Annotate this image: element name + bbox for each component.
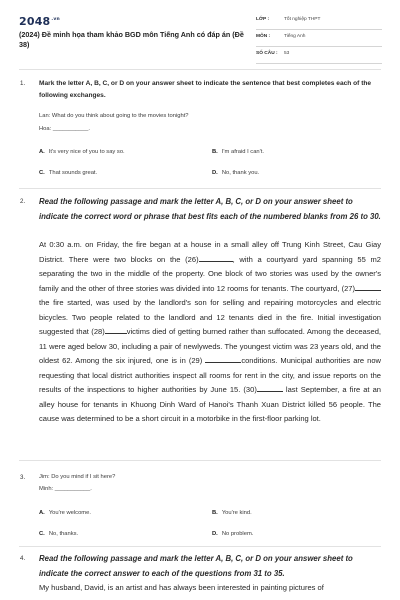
question-number: 4. (20, 555, 26, 562)
page-header (0, 0, 400, 64)
logo-main: 2048 (19, 15, 51, 28)
dialogue-line: Jim: Do you mind if I sit here? (39, 474, 116, 480)
option-text: I'm afraid I can't. (221, 149, 264, 155)
option-d[interactable] (212, 531, 253, 537)
divider (19, 69, 381, 70)
question-number: 1. (20, 80, 26, 87)
option-c[interactable] (39, 170, 97, 176)
option-text: No problem. (221, 531, 254, 537)
reading-passage (39, 238, 381, 427)
blank-27 (355, 283, 381, 291)
option-b[interactable] (212, 149, 264, 155)
option-letter: B. (212, 510, 218, 516)
question-instruction: Mark the letter A, B, C, or D on your answer sheet to indicate the sentence that best completes each of the following exchanges. (39, 80, 372, 99)
option-letter: B. (212, 149, 218, 155)
dialogue-line: Lan: What do you think about going to the movies tonight? (39, 113, 189, 119)
option-text: That sounds great. (48, 170, 98, 176)
meta-label: LỚP : (256, 17, 270, 22)
option-letter: A. (39, 510, 45, 516)
question-instruction: Read the following passage and mark the letter A, B, C, or D on your answer sheet to indicate the correct word or phrase that best fits each of the numbered blanks from 26 to 30. (39, 197, 381, 221)
divider (19, 546, 381, 547)
option-b[interactable] (212, 510, 252, 516)
option-letter: A. (39, 149, 45, 155)
option-letter: D. (212, 170, 218, 176)
divider (19, 188, 381, 189)
blank-30 (257, 384, 283, 392)
blank-26 (199, 254, 233, 262)
divider (19, 460, 381, 461)
option-text: You're welcome. (48, 510, 91, 516)
dialogue-line: Hoa: ___________. (39, 126, 90, 132)
passage-segment: conditions. Municipal authorities are now requesting that local district authorities inspect all rooms for rent in the city, and issue reports on the results of the inspections to higher authorities by June 15. (30) (39, 356, 381, 394)
option-a[interactable] (39, 149, 125, 155)
passage-segment: At 0:30 a.m. on Friday, the fire began at a house in a small alley off Trung Kinh Street, Cau Giay District. There were two blocks on the (26) (39, 240, 381, 264)
meta-row-count (256, 49, 382, 64)
meta-label: SỐ CÂU : (256, 51, 278, 56)
meta-info (256, 15, 382, 66)
passage-segment: the fire started, was used by the landlord's son for selling and repairing motorcycles and electric bicycles. Two people related to the landlord and 12 tenants died in the fire. Initial investigation suggested that (28) (39, 298, 381, 336)
option-letter: C. (39, 170, 45, 176)
question-number: 3. (20, 474, 26, 481)
blank-28 (105, 326, 127, 334)
meta-value: Tiếng Anh (284, 34, 306, 39)
document-title: (2024) Đề minh họa tham khảo BGD môn Tiếng Anh có đáp án (Đề 38) (19, 30, 244, 49)
dialogue-line: Minh: ___________. (39, 486, 92, 492)
passage-segment: last September, a fire at an alley house for tenants in Khuong Dinh Ward of Hanoi's Thanh Xuan District killed 56 people. The cause was determined to be a short circuit in a motorbike in the first-floor parking lot. (39, 385, 381, 423)
option-text: No, thank you. (221, 170, 260, 176)
option-text: You're kind. (221, 510, 252, 516)
option-letter: D. (212, 531, 218, 537)
option-c[interactable] (39, 531, 78, 537)
meta-row-subject (256, 32, 382, 47)
site-logo[interactable] (19, 15, 60, 28)
option-letter: C. (39, 531, 45, 537)
passage-first-line: My husband, David, is an artist and has always been interested in painting pictures of (39, 583, 324, 592)
meta-row-class (256, 15, 382, 30)
option-d[interactable] (212, 170, 259, 176)
option-text: It's very nice of you to say so. (48, 149, 125, 155)
meta-value: 53 (284, 51, 290, 56)
passage-segment: victims died of getting burned rather than suffocated. Among the deceased, 11 were aged below 30, including a pair of newlyweds. The youngest victim was 23 years old, and the oldest 62. Among the six injured, one is in (29) (39, 327, 381, 365)
meta-value: Tốt nghiệp THPT (284, 17, 321, 22)
option-text: No, thanks. (48, 531, 79, 537)
question-instruction: Read the following passage and mark the letter A, B, C, or D on your answer sheet to indicate the correct answer to each of the questions from 31 to 35. (39, 554, 353, 578)
blank-29 (205, 355, 241, 363)
question-number: 2. (20, 198, 26, 205)
passage-segment: , with a courtyard yard spanning 55 m2 separating the two in the middle of the property. One block of two stories was used by the owner's family and the other of three stories was divided into 12 rooms for tenants. The courtyard, (27) (39, 254, 381, 293)
meta-label: MÔN : (256, 34, 271, 39)
logo-suffix: .vn (51, 17, 60, 23)
option-a[interactable] (39, 510, 91, 516)
